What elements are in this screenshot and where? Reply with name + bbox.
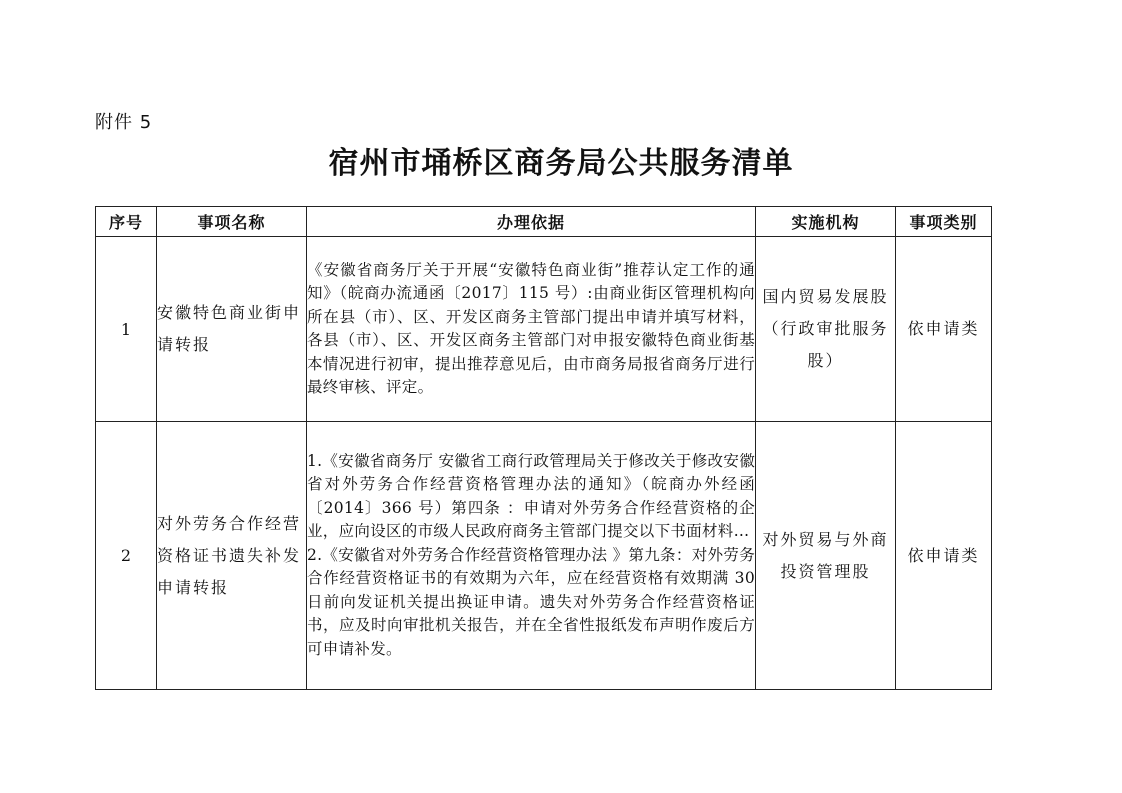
table-row	[96, 237, 992, 422]
row-seq: 2	[96, 422, 157, 690]
header-category: 事项类别	[896, 207, 992, 237]
row-category: 依申请类	[896, 422, 992, 690]
service-list-table	[95, 206, 992, 690]
basis-paragraph: 《安徽省商务厅关于开展“安徽特色商业街”推荐认定工作的通知》（皖商办流通函〔2017〕115 号）:由商业街区管理机构向所在县（市）、区、开发区商务主管部门提出申请并填写材料，各县（市）、区、开发区商务主管部门对申报安徽特色商业街基本情况进行初审，提出推荐意见后，由市商务局报省商务厅进行最终审核、评定。	[307, 260, 755, 396]
header-basis: 办理依据	[307, 207, 756, 237]
row-agency: 对外贸易与外商投资管理股	[756, 422, 896, 690]
page-title: 宿州市埇桥区商务局公共服务清单	[328, 146, 794, 181]
header-seq: 序号	[96, 207, 157, 237]
table-header-row	[96, 207, 992, 237]
row-item-name: 对外劳务合作经营资格证书遗失补发申请转报	[157, 422, 307, 690]
table-row	[96, 422, 992, 690]
header-agency: 实施机构	[756, 207, 896, 237]
row-basis	[307, 422, 756, 690]
row-category: 依申请类	[896, 237, 992, 422]
basis-paragraph: 2.《安徽省对外劳务合作经营资格管理办法 》第九条：对外劳务合作经营资格证书的有效期为六年，应在经营资格有效期满 30 日前向发证机关提出换证申请。遗失对外劳务合作经营资格证书，应及时向审批机关报告，并在全省性报纸发布声明作废后方可申请补发。	[307, 545, 755, 658]
header-item-name: 事项名称	[157, 207, 307, 237]
attachment-label: 附件 5	[95, 112, 153, 133]
row-basis	[307, 237, 756, 422]
row-seq: 1	[96, 237, 157, 422]
row-item-name: 安徽特色商业街申请转报	[157, 237, 307, 422]
row-agency: 国内贸易发展股（行政审批服务股）	[756, 237, 896, 422]
basis-paragraph: 1.《安徽省商务厅 安徽省工商行政管理局关于修改关于修改安徽省对外劳务合作经营资格管理办法的通知》（皖商办外经函〔2014〕366 号）第四条 ：申请对外劳务合作经营资格的企业，应向设区的市级人民政府商务主管部门提交以下书面材料…	[307, 451, 755, 541]
